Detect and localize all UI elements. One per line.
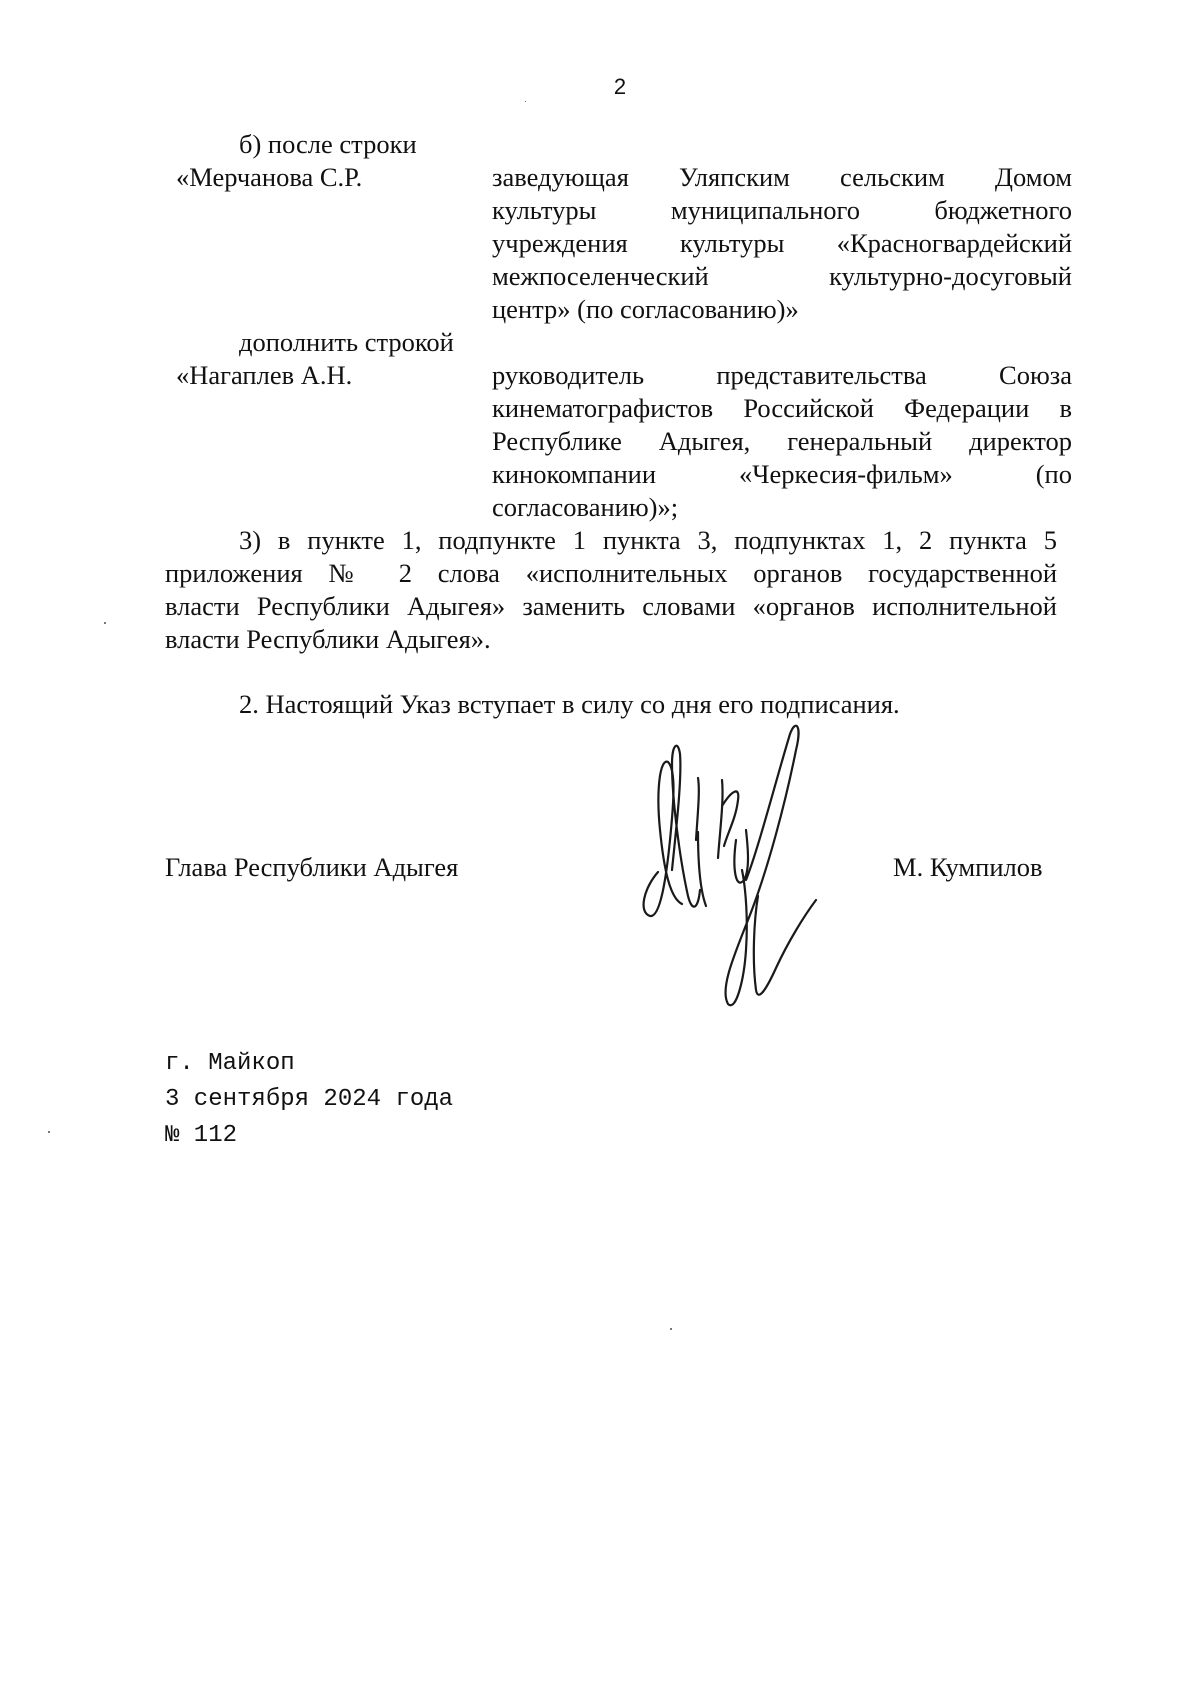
- signatory-name: М. Кумпилов: [893, 852, 1043, 882]
- signatory-title: Глава Республики Адыгея: [165, 852, 459, 882]
- position-line: заведующая Уляпским сельским Домом: [492, 162, 1072, 192]
- position-line: учреждения культуры «Красногвардейский: [492, 228, 1072, 258]
- scan-speck: [48, 1131, 50, 1133]
- position-line: культуры муниципального бюджетного: [492, 195, 1072, 225]
- addition-intro: дополнить строкой: [239, 327, 454, 357]
- item-3-line: власти Республики Адыгея» заменить словами «органов исполнительной: [165, 591, 1057, 621]
- scan-speck: [670, 1328, 672, 1330]
- entry-position-nagaplev: [492, 359, 1072, 524]
- item-3-line: 3) в пункте 1, подпункте 1 пункта 3, подпунктах 1, 2 пункта 5: [239, 525, 1057, 555]
- item-3-line: приложения № 2 слова «исполнительных органов государственной: [165, 558, 1057, 588]
- city: г. Майкоп: [165, 1050, 295, 1077]
- position-line: руководитель представительства Союза: [492, 360, 1072, 390]
- position-line: кинематографистов Российской Федерации в: [492, 393, 1072, 423]
- item-3-line: власти Республики Адыгея».: [165, 624, 491, 654]
- item-2-paragraph: 2. Настоящий Указ вступает в силу со дня его подписания.: [239, 689, 900, 719]
- section-b-intro: б) после строки: [239, 129, 417, 159]
- item-3-paragraph: [165, 524, 1057, 656]
- scan-speck: [525, 101, 526, 102]
- position-line: центр» (по согласованию)»: [492, 294, 799, 324]
- position-line: межпоселенческий культурно-досуговый: [492, 261, 1072, 291]
- page-number: 2: [613, 74, 627, 99]
- position-line: кинокомпании «Черкесия-фильм» (по: [492, 459, 1072, 489]
- position-line: согласованию)»;: [492, 492, 679, 522]
- entry-position-merchanova: [492, 161, 1072, 326]
- entry-name-merchanova: «Мерчанова С.Р.: [176, 162, 363, 192]
- handwritten-signature: [636, 720, 846, 1010]
- position-line: Республике Адыгея, генеральный директор: [492, 426, 1072, 456]
- document-number: № 112: [165, 1122, 238, 1149]
- scan-speck: [104, 622, 106, 624]
- entry-name-nagaplev: «Нагаплев А.Н.: [176, 360, 353, 390]
- date: 3 сентября 2024 года: [165, 1086, 454, 1113]
